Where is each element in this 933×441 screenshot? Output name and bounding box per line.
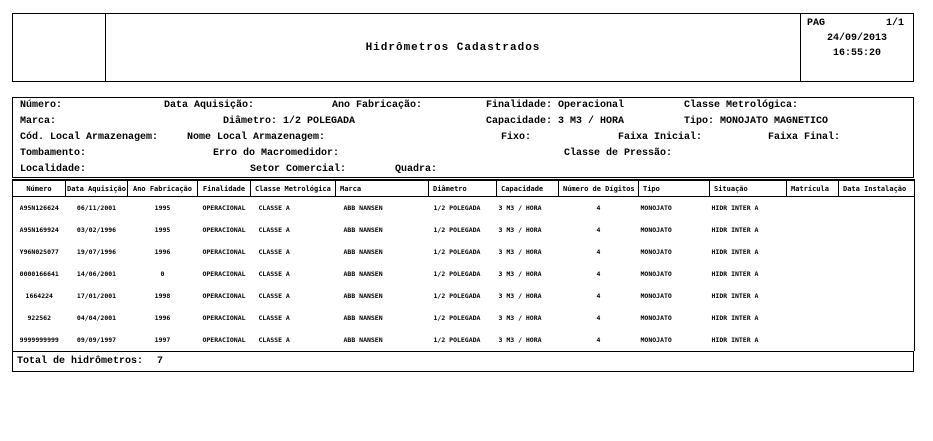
table-cell: OPERACIONAL [202, 226, 246, 234]
filter-finalidade-label: Finalidade: [486, 100, 553, 111]
table-cell: ABB NANSEN [343, 204, 383, 212]
filter-quadra-label: Quadra: [395, 164, 438, 175]
table-row [13, 285, 915, 307]
table-cell: A95N169924 [19, 226, 59, 234]
table-row [13, 219, 915, 241]
table-cell: OPERACIONAL [202, 292, 246, 300]
table-cell [839, 241, 915, 263]
col-header-diametro: Diâmetro [429, 180, 497, 197]
total-label: Total de hidrômetros: [17, 356, 144, 367]
report-header [12, 13, 914, 82]
table-cell: HIDR INTER A [711, 314, 759, 322]
filter-diametro-value: 1/2 POLEGADA [283, 116, 356, 127]
filter-classe-pressao-label: Classe de Pressão: [564, 148, 673, 159]
col-header-classe-metrologica: Classe Metrológica [251, 180, 336, 197]
table-cell: ABB NANSEN [343, 336, 383, 344]
table-cell: HIDR INTER A [711, 336, 759, 344]
table-cell: 3 M3 / HORA [498, 336, 542, 344]
table-cell [839, 329, 915, 351]
table-cell: OPERACIONAL [202, 314, 246, 322]
filter-diametro [223, 116, 355, 128]
filter-classe-metrologica-label: Classe Metrológica: [684, 100, 799, 111]
table-cell: MONOJATO [640, 336, 672, 344]
filter-ano-fabricacao-label: Ano Fabricação: [332, 100, 423, 111]
filter-capacidade-value: 3 M3 / HORA [558, 116, 625, 127]
table-cell: HIDR INTER A [711, 226, 759, 234]
table-cell: CLASSE A [258, 226, 290, 234]
table-cell: 1997 [154, 336, 171, 344]
table-cell [839, 307, 915, 329]
col-header-marca: Marca [336, 180, 429, 197]
table-cell: CLASSE A [258, 270, 290, 278]
table-cell: 1995 [154, 226, 171, 234]
table-row [13, 329, 915, 351]
table-cell: MONOJATO [640, 292, 672, 300]
table-cell: ABB NANSEN [343, 248, 383, 256]
table-cell [787, 329, 839, 351]
table-cell: CLASSE A [258, 292, 290, 300]
table-cell: 17/01/2001 [76, 292, 117, 300]
table-cell [787, 197, 839, 220]
page-info-box [800, 14, 913, 81]
table-row [13, 307, 915, 329]
filter-nome-local-label: Nome Local Armazenagem: [187, 132, 326, 143]
table-cell [787, 219, 839, 241]
table-cell: ABB NANSEN [343, 314, 383, 322]
filter-capacidade [486, 116, 624, 128]
filter-finalidade [486, 100, 624, 112]
table-cell: MONOJATO [640, 248, 672, 256]
table-cell: CLASSE A [258, 248, 290, 256]
table-cell: 3 M3 / HORA [498, 292, 542, 300]
table-cell: 1/2 POLEGADA [433, 248, 481, 256]
table-cell [787, 241, 839, 263]
table-cell: 9999999999 [19, 336, 59, 344]
table-cell: 3 M3 / HORA [498, 226, 542, 234]
table-cell: HIDR INTER A [711, 292, 759, 300]
table-cell: 4 [596, 270, 601, 278]
table-cell: 4 [596, 204, 601, 212]
table-cell: 1/2 POLEGADA [433, 204, 481, 212]
filter-tombamento-label: Tombamento: [20, 148, 87, 159]
table-cell: MONOJATO [640, 270, 672, 278]
hydrometer-table [12, 179, 914, 351]
filter-fixo-label: Fixo: [501, 132, 532, 143]
table-row [13, 197, 915, 220]
table-cell: 4 [596, 336, 601, 344]
table-cell: HIDR INTER A [711, 204, 759, 212]
col-header-data-aquisicao: Data Aquisição [66, 180, 128, 197]
table-cell: 1/2 POLEGADA [433, 292, 481, 300]
pag-label: PAG [807, 18, 826, 29]
table-cell: 03/02/1996 [76, 226, 117, 234]
col-header-data-instalacao: Data Instalação [839, 180, 915, 197]
table-row [13, 263, 915, 285]
table-cell: ABB NANSEN [343, 226, 383, 234]
table-cell: 4 [596, 226, 601, 234]
table-cell: OPERACIONAL [202, 336, 246, 344]
table-cell: 04/04/2001 [76, 314, 117, 322]
table-cell: 4 [596, 292, 601, 300]
filter-finalidade-value: Operacional [558, 100, 625, 111]
table-cell: MONOJATO [640, 204, 672, 212]
table-cell: 1995 [154, 204, 171, 212]
table-cell: 06/11/2001 [76, 204, 117, 212]
table-cell: 4 [596, 314, 601, 322]
table-cell: OPERACIONAL [202, 248, 246, 256]
table-cell [787, 263, 839, 285]
filter-tipo [684, 116, 828, 128]
table-cell: 1/2 POLEGADA [433, 226, 481, 234]
page-number-line [801, 18, 913, 29]
table-cell: MONOJATO [640, 226, 672, 234]
report-date: 24/09/2013 [826, 33, 887, 44]
col-header-matricula: Matrícula [787, 180, 839, 197]
table-cell: 0 [160, 270, 165, 278]
table-cell: 1/2 POLEGADA [433, 314, 481, 322]
table-cell: ABB NANSEN [343, 270, 383, 278]
table-cell [839, 285, 915, 307]
table-cell: Y96N025077 [19, 248, 59, 256]
table-cell: 3 M3 / HORA [498, 204, 542, 212]
total-value: 7 [157, 356, 164, 367]
table-cell: HIDR INTER A [711, 248, 759, 256]
filter-faixa-final-label: Faixa Final: [768, 132, 841, 143]
filter-box [12, 97, 914, 178]
table-cell: 0000166641 [19, 270, 59, 278]
table-cell: 1/2 POLEGADA [433, 270, 481, 278]
table-cell: CLASSE A [258, 314, 290, 322]
page-number: 1/1 [885, 18, 904, 29]
table-header-row [13, 180, 915, 197]
col-header-numero-digitos: Número de Dígitos [559, 180, 639, 197]
col-header-ano-fabricacao: Ano Fabricação [128, 180, 198, 197]
table-cell: 3 M3 / HORA [498, 248, 542, 256]
table-cell: 19/07/1996 [76, 248, 117, 256]
filter-cod-local-label: Cód. Local Armazenagem: [20, 132, 159, 143]
table-cell: ABB NANSEN [343, 292, 383, 300]
table-cell [839, 263, 915, 285]
table-cell: OPERACIONAL [202, 204, 246, 212]
filter-data-aquisicao-label: Data Aquisição: [164, 100, 255, 111]
page-title: Hidrômetros Cadastrados [365, 41, 541, 54]
col-header-situacao: Situação [710, 180, 787, 197]
table-cell: A95N126624 [19, 204, 59, 212]
table-cell [787, 285, 839, 307]
filter-tipo-label: Tipo: [684, 116, 715, 127]
table-cell: OPERACIONAL [202, 270, 246, 278]
table-cell: CLASSE A [258, 204, 290, 212]
table-cell: 3 M3 / HORA [498, 270, 542, 278]
table-cell: 14/06/2001 [76, 270, 117, 278]
table-cell: MONOJATO [640, 314, 672, 322]
table-cell: 3 M3 / HORA [498, 314, 542, 322]
col-header-tipo: Tipo [639, 180, 710, 197]
filter-marca-label: Marca: [20, 116, 57, 127]
filter-erro-macromedidor-label: Erro do Macromedidor: [213, 148, 340, 159]
table-row [13, 241, 915, 263]
col-header-finalidade: Finalidade [198, 180, 251, 197]
table-cell: 09/09/1997 [76, 336, 117, 344]
table-cell: HIDR INTER A [711, 270, 759, 278]
col-header-numero: Número [13, 180, 66, 197]
filter-faixa-inicial-label: Faixa Inicial: [618, 132, 703, 143]
filter-diametro-label: Diâmetro: [223, 116, 278, 127]
table-cell: 922562 [27, 314, 51, 322]
table-cell: 1/2 POLEGADA [433, 336, 481, 344]
filter-capacidade-label: Capacidade: [486, 116, 553, 127]
table-cell [839, 197, 915, 220]
table-cell [787, 307, 839, 329]
table-cell: 1998 [154, 292, 171, 300]
table-cell: 1996 [154, 314, 171, 322]
table-cell: 1996 [154, 248, 171, 256]
filter-tipo-value: MONOJATO MAGNETICO [720, 116, 829, 127]
logo-box [13, 14, 106, 81]
table-cell: 4 [596, 248, 601, 256]
col-header-capacidade: Capacidade [497, 180, 559, 197]
report-time: 16:55:20 [832, 48, 881, 59]
table-cell: CLASSE A [258, 336, 290, 344]
filter-localidade-label: Localidade: [20, 164, 87, 175]
total-box [12, 351, 914, 372]
filter-numero-label: Número: [20, 100, 63, 111]
table-cell [839, 219, 915, 241]
filter-setor-comercial-label: Setor Comercial: [250, 164, 347, 175]
table-cell: 1664224 [25, 292, 53, 300]
